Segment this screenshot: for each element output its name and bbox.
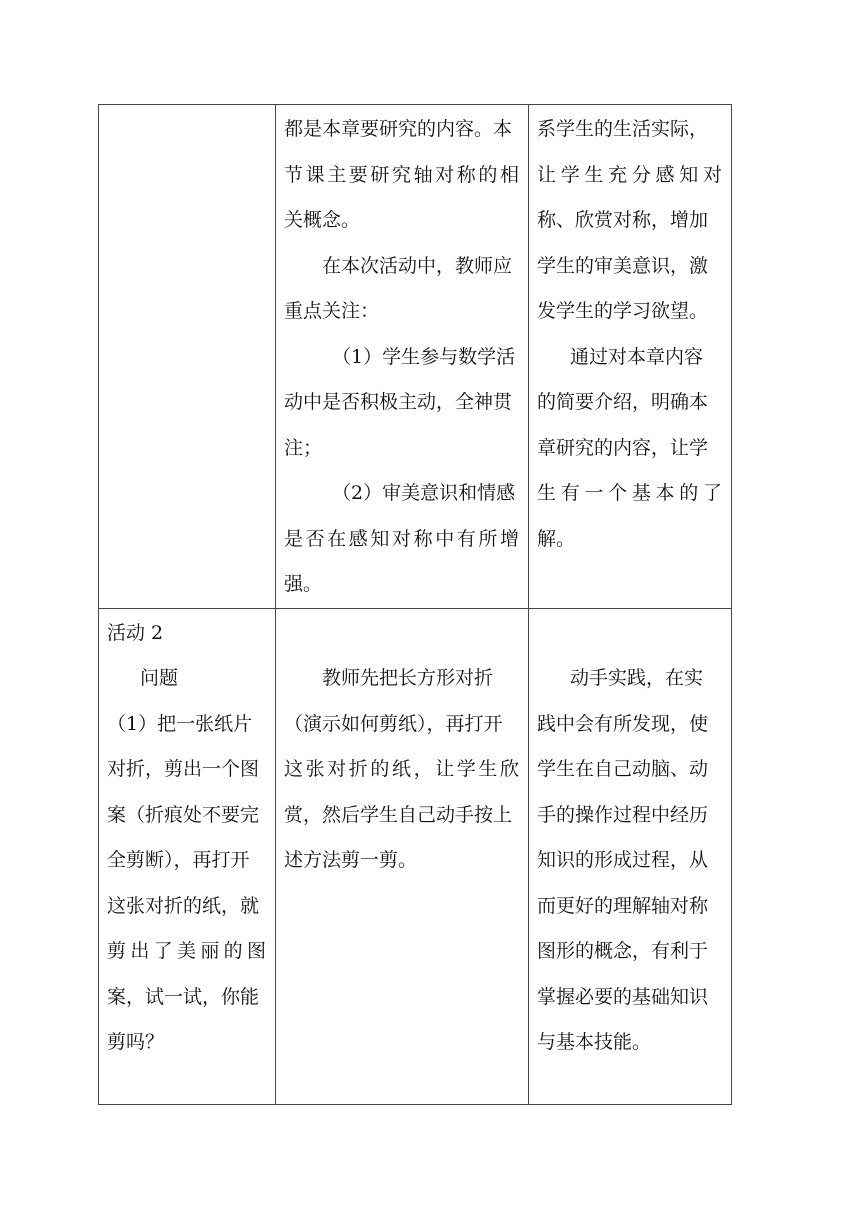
- text-line: 都是本章要研究的内容。本: [284, 118, 513, 140]
- text-line: 是否在感知对称中有所增: [284, 527, 519, 550]
- text-line: [537, 611, 722, 657]
- text-line: 赏，然后学生自己动手按上: [284, 803, 513, 826]
- text-line: 这张对折的纸，让学生欣: [284, 758, 519, 780]
- text-line: 在本次活动中，教师应: [322, 254, 513, 277]
- text-line: 这张对折的纸，就: [107, 894, 260, 917]
- text-line: 让学生充分感知对: [537, 163, 722, 186]
- activity-cell: [99, 105, 276, 609]
- text-line: （2）审美意识和情感: [332, 482, 516, 504]
- activity-cell: [99, 608, 276, 1104]
- text-line: 动中是否积极主动，全神贯: [284, 391, 513, 413]
- text-line: 解。: [537, 527, 576, 550]
- text-line: 对折，剪出一个图: [107, 758, 260, 780]
- text-line: 掌握必要的基础知识: [537, 985, 709, 1008]
- text-line: 全剪断），再打开: [107, 849, 250, 871]
- text-line: 手的操作过程中经历: [537, 803, 709, 826]
- text-line: 生有一个基本的了: [537, 482, 722, 504]
- text-line: 知识的形成过程，从: [537, 849, 709, 871]
- table-row: [99, 608, 732, 1104]
- design-intent-cell: [529, 105, 732, 609]
- text-line: 而更好的理解轴对称: [537, 894, 709, 917]
- text-line: 通过对本章内容: [570, 345, 704, 368]
- text-line: 与基本技能。: [537, 1031, 652, 1053]
- text-line: 案（折痕处不要完: [107, 803, 260, 826]
- text-line: 发学生的学习欲望。: [537, 300, 709, 322]
- table-row: [99, 105, 732, 609]
- lesson-plan-table: [98, 104, 732, 1105]
- text-line: 教师先把长方形对折: [322, 667, 494, 689]
- text-line: 案，试一试，你能: [107, 985, 260, 1008]
- text-line: 问题: [140, 667, 179, 689]
- text-line: 强。: [284, 573, 323, 595]
- text-line: 图形的概念，有利于: [537, 940, 709, 962]
- text-line: 践中会有所发现，使: [537, 712, 709, 735]
- text-line: （1）学生参与数学活: [332, 345, 516, 368]
- text-line: 重点关注：: [284, 300, 380, 322]
- text-line: 称、欣赏对称，增加: [537, 209, 709, 231]
- text-line: 系学生的生活实际，: [537, 118, 709, 140]
- text-line: 述方法剪一剪。: [284, 849, 418, 871]
- text-line: （演示如何剪纸），再打开: [284, 712, 503, 735]
- text-line: （1）把一张纸片: [107, 712, 253, 735]
- text-line: 关概念。: [284, 209, 361, 231]
- teacher-notes-cell: [276, 608, 529, 1104]
- text-line: 剪吗？: [107, 1031, 165, 1053]
- design-intent-cell: [529, 608, 732, 1104]
- text-line: 学生的审美意识，激: [537, 254, 709, 277]
- text-line: 注；: [284, 436, 323, 459]
- text-line: 节课主要研究轴对称的相: [284, 163, 519, 186]
- text-line: 学生在自己动脑、动: [537, 758, 709, 780]
- text-line: 的简要介绍，明确本: [537, 391, 709, 413]
- text-line: [284, 611, 519, 657]
- activity-title: 活动 2: [107, 621, 164, 644]
- text-line: 章研究的内容，让学: [537, 436, 709, 459]
- text-line: 动手实践，在实: [570, 667, 704, 689]
- text-line: 剪出了美丽的图: [107, 940, 266, 962]
- teacher-notes-cell: [276, 105, 529, 609]
